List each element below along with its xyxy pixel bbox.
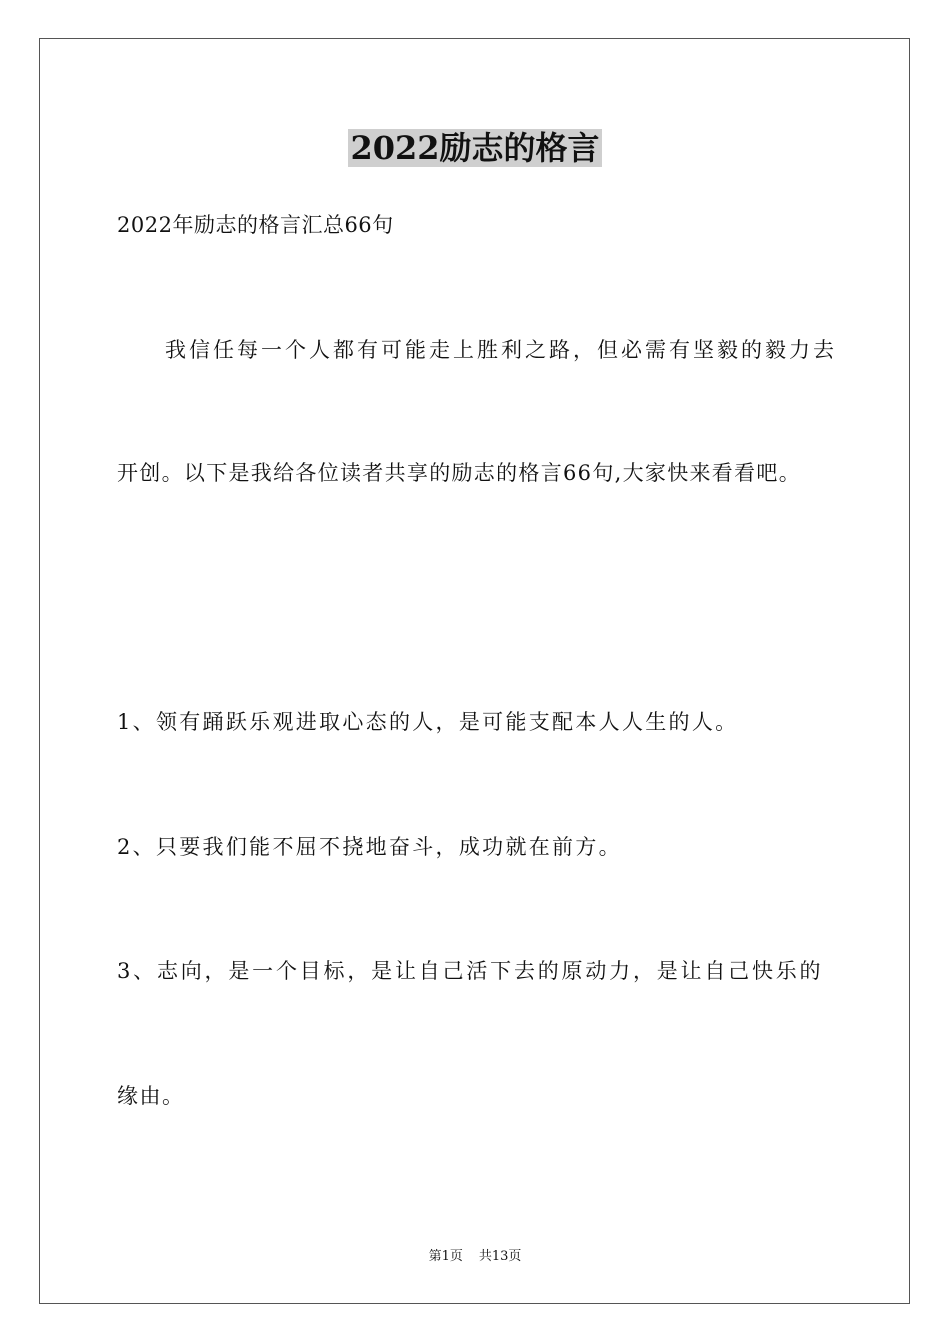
intro-line: 开创。以下是我给各位读者共享的励志的格言66句,大家快来看看吧。 [117,461,801,485]
quote-item: 1、领有踊跃乐观进取心态的人，是可能支配本人人生的人。 [117,710,739,734]
page-number-current: 第1页 [428,1249,463,1264]
quote-item-continuation: 缘由。 [117,1084,185,1108]
document-subtitle: 2022年励志的格言汇总66句 [117,213,394,237]
intro-line: 我信任每一个人都有可能走上胜利之路，但必需有坚毅的毅力去 [165,338,837,362]
quote-item: 2、只要我们能不屈不挠地奋斗，成功就在前方。 [117,835,622,859]
document-title [0,128,950,168]
page-footer [0,1248,950,1266]
document-title-text: 2022励志的格言 [350,129,600,167]
page-number-total: 共13页 [478,1249,522,1264]
quote-item: 3、志向，是一个目标，是让自己活下去的原动力，是让自己快乐的 [117,959,824,983]
